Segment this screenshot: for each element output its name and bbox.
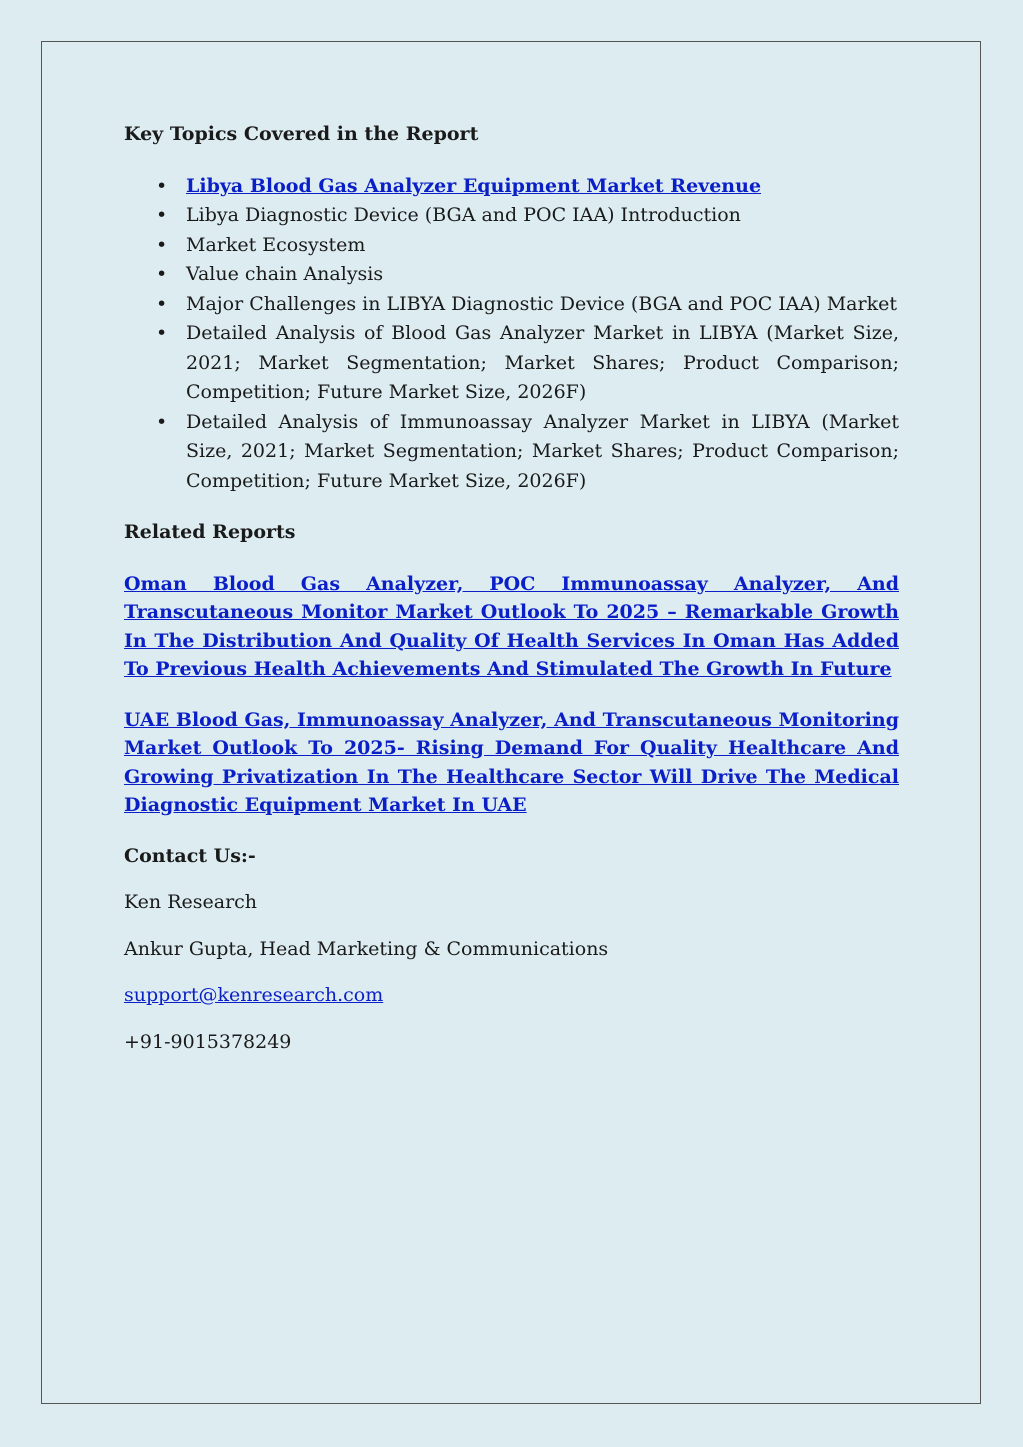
list-item[interactable] (186, 172, 899, 202)
contact-phone: +91-9015378249 (124, 1030, 292, 1053)
list-item: • Detailed Analysis of Blood Gas Analyzer Market in LIBYA (Market Size, 2021; Market Segmentation; Market Shares; Product Comparison; Competition; Future Market Size, 2026F) (186, 319, 899, 408)
key-topics-heading: Key Topics Covered in the Report (124, 123, 479, 145)
list-item: • Market Ecosystem (186, 231, 899, 261)
contact-email-link[interactable]: support@kenresearch.com (124, 984, 384, 1006)
list-item: • Major Challenges in LIBYA Diagnostic Device (BGA and POC IAA) Market (186, 290, 899, 320)
related-report-link-oman[interactable]: Oman Blood Gas Analyzer, POC Immunoassay Analyzer, And Transcutaneous Monitor Market Outlook To 2025 – Remarkable Growth In The Distribution And Quality Of Health Services In Oman Has Added To Previous Health Achievements And Stimulated The Growth In Future (124, 572, 899, 680)
document-content (124, 120, 899, 1074)
list-item: • Detailed Analysis of Immunoassay Analyzer Market in LIBYA (Market Size, 2021; Market Segmentation; Market Shares; Product Comparison; Competition; Future Market Size, 2026F) (186, 408, 899, 497)
key-topics-list (124, 172, 899, 497)
list-item: • Value chain Analysis (186, 260, 899, 290)
topic-link-blood-gas-revenue[interactable]: Libya Blood Gas Analyzer Equipment Market Revenue (186, 174, 762, 197)
contact-heading: Contact Us:- (124, 844, 256, 867)
contact-email-line (124, 981, 899, 1011)
contact-company: Ken Research (124, 891, 258, 913)
related-report-link-uae[interactable]: UAE Blood Gas, Immunoassay Analyzer, And Transcutaneous Monitoring Market Outlook To 2025- Rising Demand For Quality Healthcare And Growing Privatization In The Healthcare Sector Will Drive The Medical Diagnostic Equipment Market In UAE (124, 708, 899, 816)
contact-person: Ankur Gupta, Head Marketing & Communications (124, 937, 609, 960)
list-item: • Libya Diagnostic Device (BGA and POC IAA) Introduction (186, 201, 899, 231)
related-reports-heading: Related Reports (124, 521, 296, 543)
